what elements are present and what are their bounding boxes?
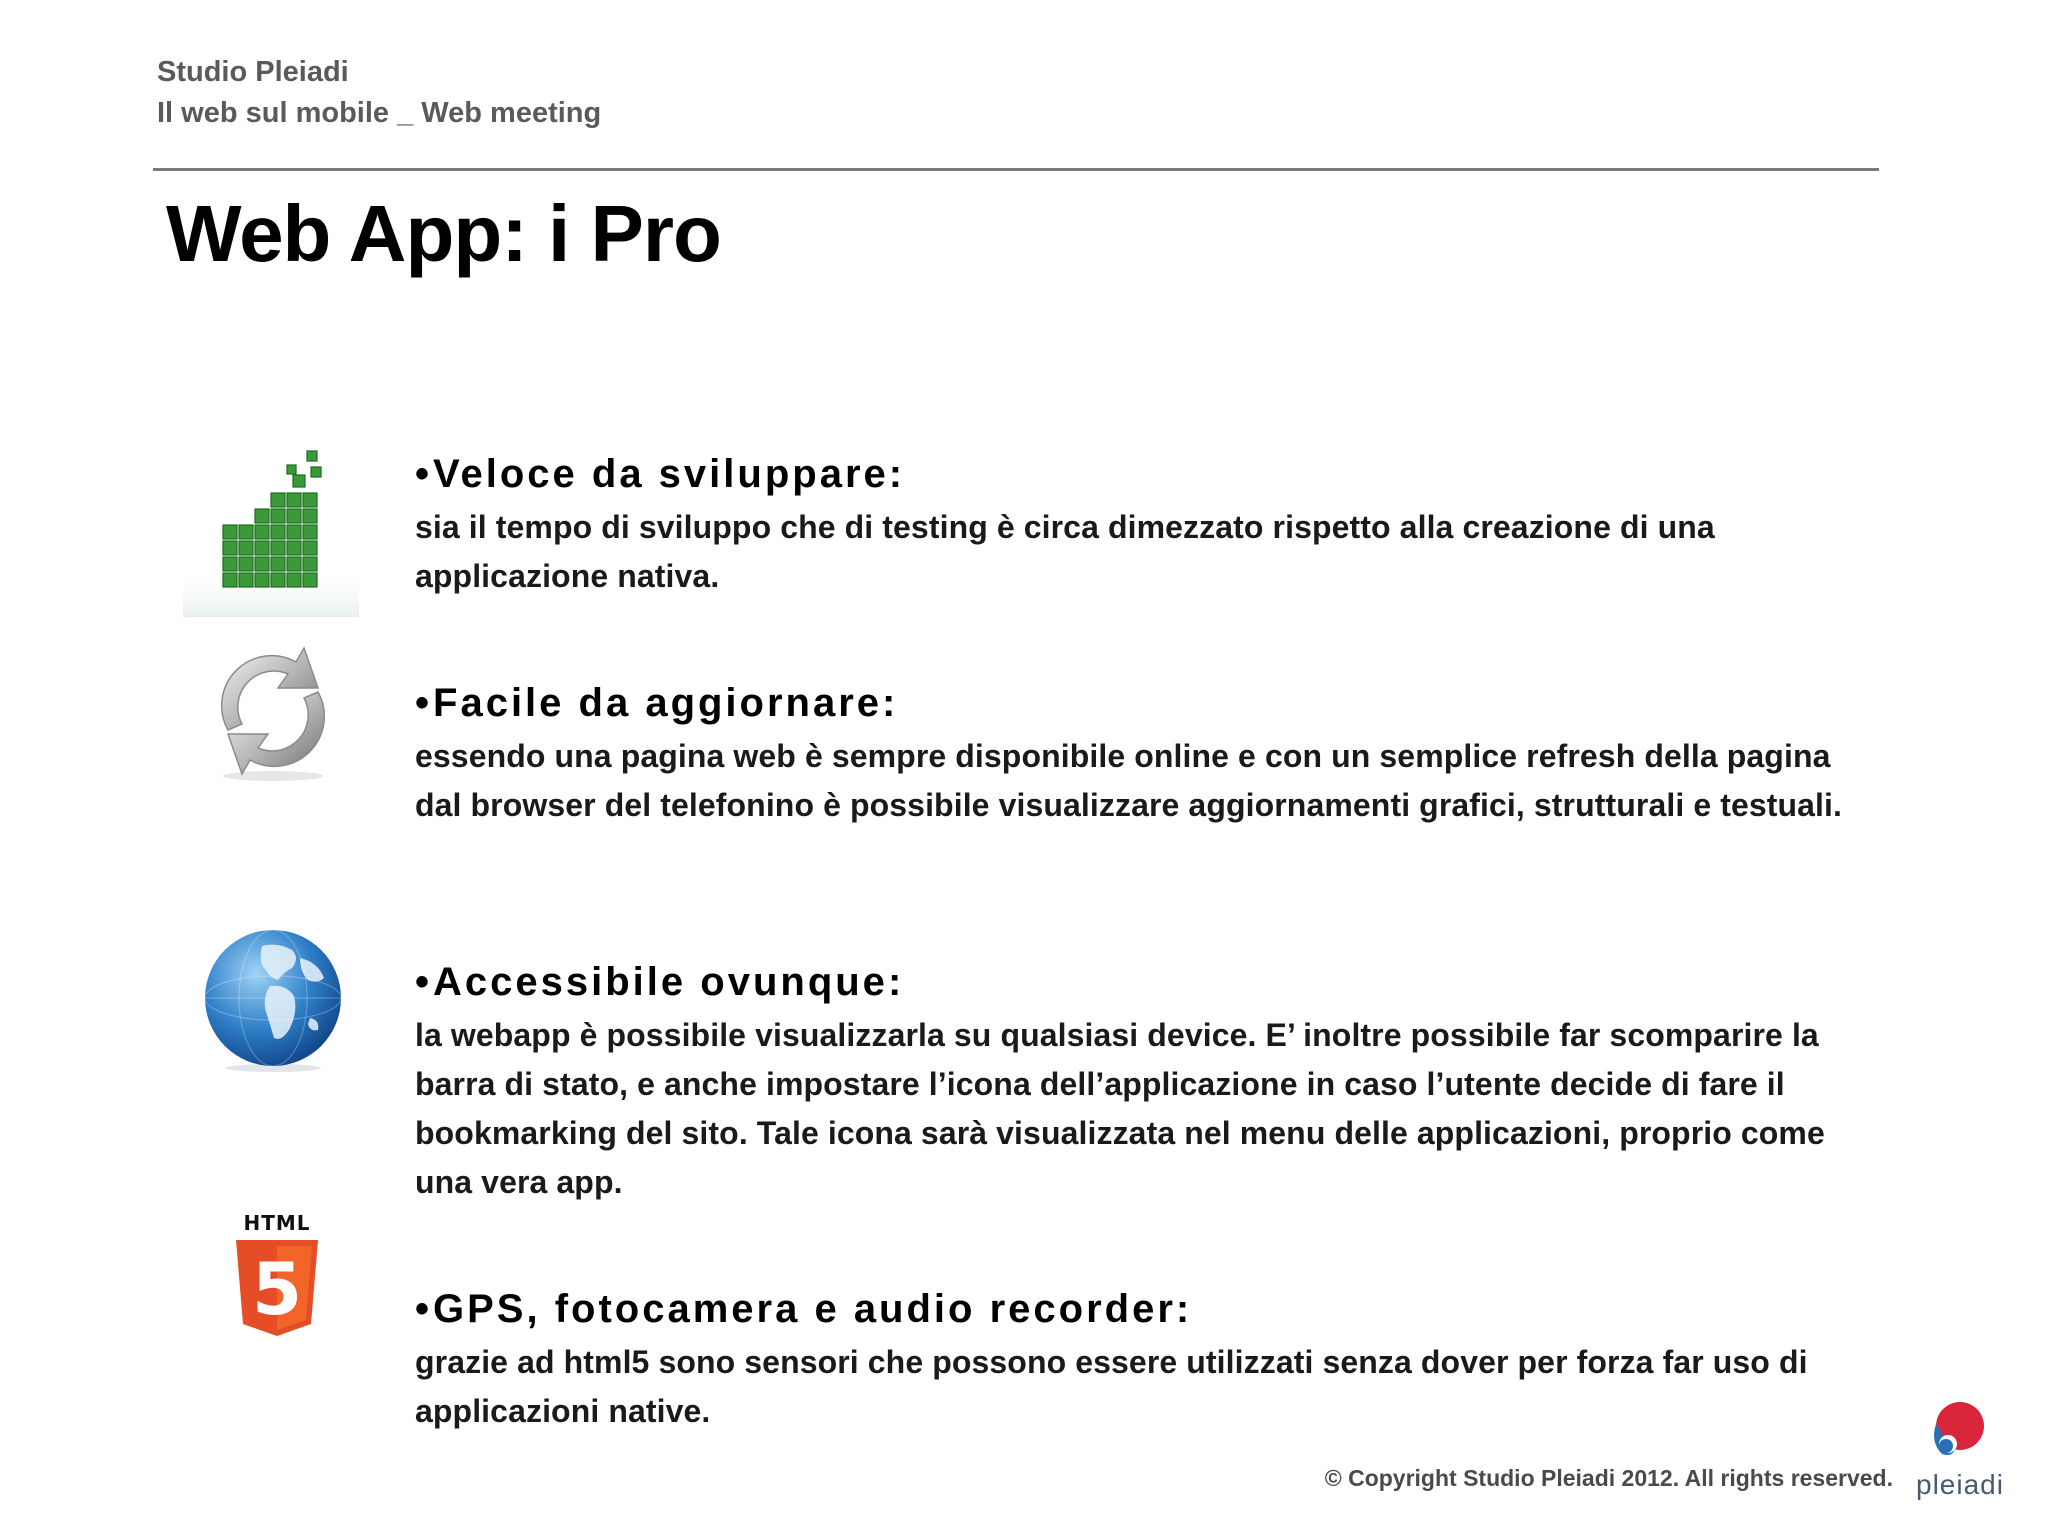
list-item bbox=[415, 957, 1875, 1207]
header-divider bbox=[153, 168, 1879, 171]
item-heading: • Accessibile ovunque: bbox=[415, 960, 902, 1004]
html5-number: 5 bbox=[251, 1247, 303, 1331]
item-description: sia il tempo di sviluppo che di testing è circa dimezzato rispetto alla creazione di una applicazione nativa. bbox=[415, 509, 1715, 594]
refresh-icon bbox=[200, 638, 346, 784]
item-heading: • GPS, fotocamera e audio recorder: bbox=[415, 1287, 1190, 1331]
list-item bbox=[415, 449, 1875, 601]
pleiadi-logo-mark bbox=[1926, 1400, 1988, 1462]
slide-title: Web App: i Pro bbox=[166, 189, 721, 278]
header-block bbox=[157, 52, 601, 134]
list-item bbox=[415, 678, 1875, 830]
item-heading: • Veloce da sviluppare: bbox=[415, 452, 903, 496]
item-description: essendo una pagina web è sempre disponibile online e con un semplice refresh della pagina dal browser del telefonino è possibile visualizzare aggiornamenti grafici, strutturali e testuali. bbox=[415, 738, 1843, 823]
copyright-notice: © Copyright Studio Pleiadi 2012. All rights reserved. bbox=[1324, 1465, 1893, 1491]
item-description: la webapp è possibile visualizzarla su qualsiasi device. E’ inoltre possibile far scomparire la barra di stato, e anche impostare l’icona dell’applicazione in caso l’utente decide di fare il bookmarking del sito. Tale icona sarà visualizzata nel menu delle applicazioni, proprio come una vera app. bbox=[415, 1017, 1825, 1200]
list-item bbox=[415, 1284, 1875, 1436]
globe-icon bbox=[200, 928, 346, 1074]
org-name: Studio Pleiadi bbox=[157, 56, 349, 88]
green-cubes-icon bbox=[183, 445, 359, 617]
item-description: grazie ad html5 sono sensori che possono essere utilizzati senza dover per forza far uso di applicazioni native. bbox=[415, 1344, 1808, 1429]
presentation-subtitle: Il web sul mobile _ Web meeting bbox=[157, 97, 602, 129]
item-heading: • Facile da aggiornare: bbox=[415, 681, 896, 725]
html5-label: HTML bbox=[243, 1211, 311, 1235]
html5-shield bbox=[232, 1236, 322, 1340]
pleiadi-logo-text: pleiadi bbox=[1916, 1469, 2004, 1500]
html5-icon bbox=[232, 1212, 322, 1337]
